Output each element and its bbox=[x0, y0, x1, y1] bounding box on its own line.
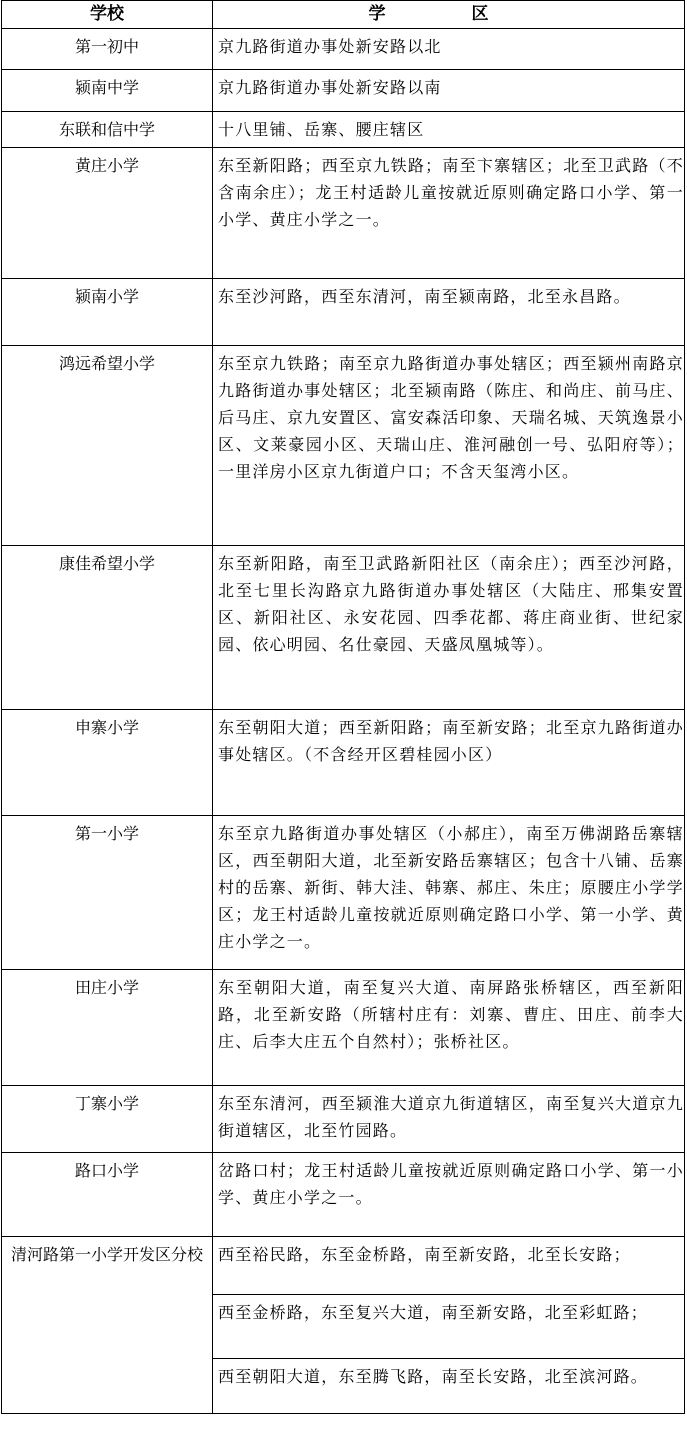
district-description-cell: 十八里铺、岳寨、腰庄辖区 bbox=[213, 112, 685, 148]
table-row bbox=[2, 279, 685, 346]
district-description-cell: 东至东清河，西至颍淮大道京九街道辖区，南至复兴大道京九街道辖区，北至竹园路。 bbox=[213, 1086, 685, 1153]
district-description-cell: 东至朝阳大道，南至复兴大道、南屏路张桥辖区，西至新阳路，北至新安路（所辖村庄有：刘寨、曹庄、田庄、前李大庄、后李大庄五个自然村）；张桥社区。 bbox=[213, 970, 685, 1086]
school-name-cell: 清河路第一小学开发区分校 bbox=[2, 1237, 213, 1414]
district-description-cell: 西至裕民路，东至金桥路，南至新安路，北至长安路； bbox=[213, 1237, 685, 1295]
district-description-cell: 东至新阳路；西至京九铁路；南至卞寨辖区；北至卫武路（不含南余庄）；龙王村适龄儿童按就近原则确定路口小学、第一小学、黄庄小学之一。 bbox=[213, 148, 685, 279]
district-description-cell: 西至金桥路，东至复兴大道，南至新安路，北至彩虹路； bbox=[213, 1295, 685, 1359]
district-description-cell: 东至沙河路，西至东清河，南至颍南路，北至永昌路。 bbox=[213, 279, 685, 346]
table-header-row bbox=[2, 1, 685, 29]
school-name-cell: 颍南中学 bbox=[2, 70, 213, 112]
district-description-cell: 京九路街道办事处新安路以南 bbox=[213, 70, 685, 112]
school-column-header: 学校 bbox=[2, 1, 213, 29]
school-name-cell: 丁寨小学 bbox=[2, 1086, 213, 1153]
district-description-cell: 东至京九铁路；南至京九路街道办事处辖区；西至颍州南路京九路街道办事处辖区；北至颍南路（陈庄、和尚庄、前马庄、后马庄、京九安置区、富安森活印象、天瑞名城、天筑逸景小区、文莱豪园小区、天瑞山庄、淮河融创一号、弘阳府等）；一里洋房小区京九街道户口；不含天玺湾小区。 bbox=[213, 346, 685, 546]
table-row bbox=[2, 70, 685, 112]
school-name-cell: 第一初中 bbox=[2, 29, 213, 70]
school-name-cell: 颍南小学 bbox=[2, 279, 213, 346]
district-description-cell: 岔路口村；龙王村适龄儿童按就近原则确定路口小学、第一小学、黄庄小学之一。 bbox=[213, 1153, 685, 1237]
district-description-cell: 东至朝阳大道；西至新阳路；南至新安路；北至京九路街道办事处辖区。（不含经开区碧桂园小区） bbox=[213, 710, 685, 816]
school-name-cell: 康佳希望小学 bbox=[2, 546, 213, 710]
table-row bbox=[2, 1237, 685, 1295]
table-row bbox=[2, 710, 685, 816]
table-row bbox=[2, 112, 685, 148]
school-district-table bbox=[1, 0, 685, 1414]
district-description-cell: 西至朝阳大道，东至腾飞路，南至长安路，北至滨河路。 bbox=[213, 1359, 685, 1414]
school-name-cell: 申寨小学 bbox=[2, 710, 213, 816]
table-row bbox=[2, 970, 685, 1086]
table-row bbox=[2, 816, 685, 970]
school-name-cell: 田庄小学 bbox=[2, 970, 213, 1086]
table-row bbox=[2, 29, 685, 70]
school-name-cell: 路口小学 bbox=[2, 1153, 213, 1237]
district-description-cell: 京九路街道办事处新安路以北 bbox=[213, 29, 685, 70]
table-row bbox=[2, 546, 685, 710]
table-row bbox=[2, 1086, 685, 1153]
school-name-cell: 东联和信中学 bbox=[2, 112, 213, 148]
school-name-cell: 第一小学 bbox=[2, 816, 213, 970]
school-name-cell: 鸿远希望小学 bbox=[2, 346, 213, 546]
district-description-cell: 东至新阳路，南至卫武路新阳社区（南余庄）；西至沙河路，北至七里长沟路京九路街道办事处辖区（大陆庄、邢集安置区、新阳社区、永安花园、四季花都、蒋庄商业街、世纪家园、依心明园、名仕豪园、天盛凤凰城等）。 bbox=[213, 546, 685, 710]
table-row bbox=[2, 346, 685, 546]
school-name-cell: 黄庄小学 bbox=[2, 148, 213, 279]
table-row bbox=[2, 1153, 685, 1237]
zone-column-header: 学 区 bbox=[213, 1, 685, 29]
district-description-cell: 东至京九路街道办事处辖区（小郝庄），南至万佛湖路岳寨辖区，西至朝阳大道，北至新安路岳寨辖区；包含十八铺、岳寨村的岳寨、新街、韩大洼、韩寨、郝庄、朱庄；原腰庄小学学区；龙王村适龄儿童按就近原则确定路口小学、第一小学、黄庄小学之一。 bbox=[213, 816, 685, 970]
table-row bbox=[2, 148, 685, 279]
